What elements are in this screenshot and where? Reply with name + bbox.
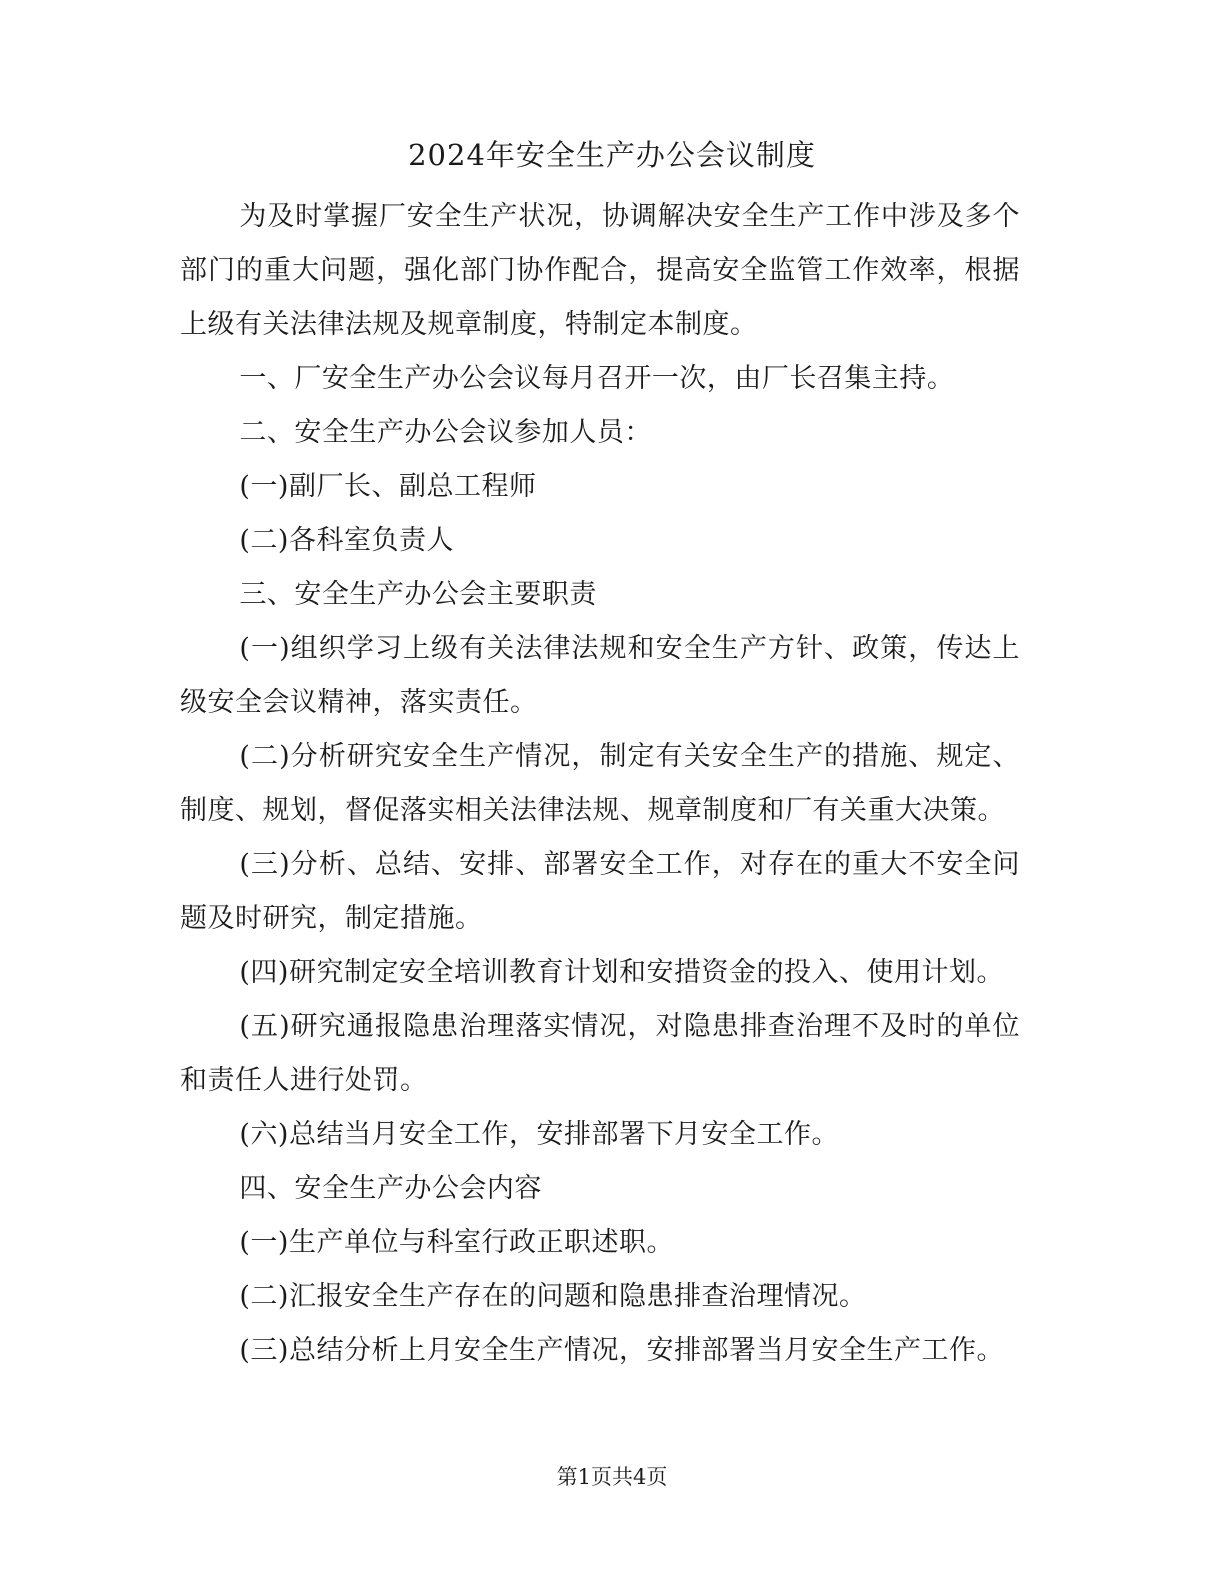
section-3-item-5: (五)研究通报隐患治理落实情况，对隐患排查治理不及时的单位和责任人进行处罚。 bbox=[180, 1011, 1020, 1096]
section-3-item-1: (一)组织学习上级有关法律法规和安全生产方针、政策，传达上级安全会议精神，落实责任。 bbox=[180, 633, 1020, 718]
section-4-item-3: (三)总结分析上月安全生产情况，安排部署当月安全生产工作。 bbox=[239, 1335, 1004, 1366]
section-4-item-1: (一)生产单位与科室行政正职述职。 bbox=[239, 1227, 674, 1258]
section-1-heading: 一、厂安全生产办公会议每月召开一次，由厂长召集主持。 bbox=[239, 363, 955, 394]
section-3-item-4: (四)研究制定安全培训教育计划和安措资金的投入、使用计划。 bbox=[239, 957, 1004, 988]
section-3-heading: 三、安全生产办公会主要职责 bbox=[239, 579, 597, 610]
intro-paragraph: 为及时掌握厂安全生产状况，协调解决安全生产工作中涉及多个部门的重大问题，强化部门协作配合，提高安全监管工作效率，根据上级有关法律法规及规章制度，特制定本制度。 bbox=[180, 201, 1020, 340]
document-title: 2024年安全生产办公会议制度 bbox=[408, 138, 816, 172]
section-2-item-1: (一)副厂长、副总工程师 bbox=[239, 471, 537, 502]
section-3-item-2: (二)分析研究安全生产情况，制定有关安全生产的措施、规定、制度、规划，督促落实相关法律法规、规章制度和厂有关重大决策。 bbox=[180, 741, 1020, 826]
section-4-item-2: (二)汇报安全生产存在的问题和隐患排查治理情况。 bbox=[239, 1281, 867, 1312]
page-number-footer: 第1页共4页 bbox=[556, 1465, 668, 1489]
document-body bbox=[180, 190, 1020, 1378]
section-2-item-2: (二)各科室负责人 bbox=[239, 525, 454, 556]
section-2-heading: 二、安全生产办公会议参加人员： bbox=[239, 417, 652, 448]
section-3-item-3: (三)分析、总结、安排、部署安全工作，对存在的重大不安全问题及时研究，制定措施。 bbox=[180, 849, 1020, 934]
section-4-heading: 四、安全生产办公会内容 bbox=[239, 1173, 542, 1204]
section-3-item-6: (六)总结当月安全工作，安排部署下月安全工作。 bbox=[239, 1119, 839, 1150]
